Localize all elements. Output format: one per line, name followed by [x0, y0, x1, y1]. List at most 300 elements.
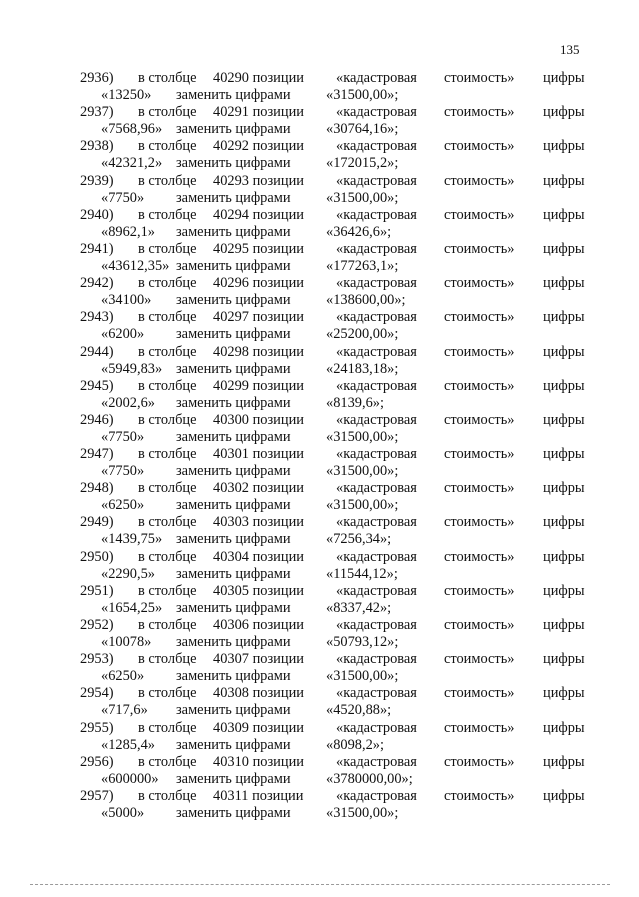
- digits-word: цифры: [543, 753, 585, 770]
- digits-word: цифры: [543, 70, 585, 86]
- entry-number: 2953): [80, 651, 114, 668]
- entry-number: 2948): [80, 480, 114, 497]
- value-word: стоимость»: [444, 104, 515, 121]
- list-item: [0, 241, 639, 275]
- entry-second-line: [0, 326, 639, 343]
- position-word: позиции: [252, 206, 304, 223]
- replace-phrase: заменить цифрами: [176, 189, 291, 206]
- digits-word: цифры: [543, 104, 585, 121]
- entry-second-line: [0, 395, 639, 412]
- value-word: стоимость»: [444, 70, 515, 86]
- column-word: в столбце: [138, 172, 197, 189]
- entry-first-line: [0, 720, 639, 737]
- column-number: 40297: [213, 309, 249, 326]
- entry-first-line: [0, 788, 639, 805]
- cadastral-word: «кадастровая: [336, 582, 417, 599]
- value-word: стоимость»: [444, 753, 515, 770]
- position-word: позиции: [252, 309, 304, 326]
- column-word: в столбце: [138, 617, 197, 633]
- list-item: [0, 378, 639, 412]
- column-number-and-position: [213, 583, 304, 600]
- entry-first-line: [0, 617, 639, 634]
- value-word: стоимость»: [444, 787, 515, 804]
- entry-number: 2957): [80, 787, 114, 804]
- new-value: «138600,00»;: [326, 292, 406, 309]
- column-word: в столбце: [138, 514, 197, 531]
- entry-number: 2941): [80, 240, 114, 257]
- column-number-and-position: [213, 685, 304, 702]
- digits-word: цифры: [543, 480, 585, 497]
- replace-phrase: заменить цифрами: [176, 326, 291, 343]
- list-item: [0, 138, 639, 172]
- column-word: в столбце: [138, 719, 197, 736]
- replace-phrase: заменить цифрами: [176, 531, 291, 548]
- cadastral-word: «кадастровая: [336, 446, 417, 463]
- column-number: 40304: [213, 548, 249, 565]
- column-word: в столбце: [138, 753, 197, 770]
- cadastral-word: «кадастровая: [336, 651, 417, 668]
- list-item: [0, 207, 639, 241]
- replace-phrase: заменить цифрами: [176, 804, 291, 821]
- list-item: [0, 549, 639, 583]
- old-value: «5949,83»: [101, 360, 163, 377]
- entry-second-line: [0, 292, 639, 309]
- list-item: [0, 104, 639, 138]
- cadastral-word: «кадастровая: [336, 787, 417, 804]
- replace-phrase: заменить цифрами: [176, 634, 291, 650]
- replace-phrase: заменить цифрами: [176, 668, 291, 685]
- old-value: «2002,6»: [101, 394, 155, 411]
- old-value: «8962,1»: [101, 223, 155, 240]
- cadastral-word: «кадастровая: [336, 753, 417, 770]
- entry-number: 2938): [80, 138, 114, 155]
- new-value: «24183,18»;: [326, 360, 399, 377]
- value-word: стоимость»: [444, 275, 515, 292]
- column-number: 40293: [213, 172, 249, 189]
- entry-second-line: [0, 463, 639, 480]
- column-number: 40310: [213, 753, 249, 770]
- column-number-and-position: [213, 514, 304, 531]
- column-number-and-position: [213, 241, 304, 258]
- column-number: 40301: [213, 446, 249, 463]
- cadastral-word: «кадастровая: [336, 172, 417, 189]
- old-value: «2290,5»: [101, 565, 155, 582]
- replace-phrase: заменить цифрами: [176, 394, 291, 411]
- replace-phrase: заменить цифрами: [176, 257, 291, 274]
- column-number: 40308: [213, 685, 249, 702]
- old-value: «6200»: [101, 326, 145, 343]
- value-word: стоимость»: [444, 309, 515, 326]
- position-word: позиции: [252, 514, 304, 531]
- entry-first-line: [0, 309, 639, 326]
- column-number: 40300: [213, 411, 249, 428]
- column-word: в столбце: [138, 104, 197, 121]
- entry-first-line: [0, 241, 639, 258]
- column-number-and-position: [213, 104, 304, 121]
- column-number-and-position: [213, 446, 304, 463]
- column-number: 40291: [213, 104, 249, 121]
- column-number: 40294: [213, 206, 249, 223]
- position-word: позиции: [252, 651, 304, 668]
- entry-number: 2955): [80, 719, 114, 736]
- entry-second-line: [0, 737, 639, 754]
- entry-second-line: [0, 702, 639, 719]
- entry-number: 2949): [80, 514, 114, 531]
- digits-word: цифры: [543, 514, 585, 531]
- entry-second-line: [0, 361, 639, 378]
- column-word: в столбце: [138, 651, 197, 668]
- new-value: «177263,1»;: [326, 257, 399, 274]
- column-word: в столбце: [138, 787, 197, 804]
- entry-first-line: [0, 378, 639, 395]
- entry-first-line: [0, 685, 639, 702]
- list-item: [0, 309, 639, 343]
- new-value: «8098,2»;: [326, 736, 384, 753]
- entry-number: 2943): [80, 309, 114, 326]
- replace-phrase: заменить цифрами: [176, 121, 291, 138]
- entry-first-line: [0, 70, 639, 87]
- position-word: позиции: [252, 377, 304, 394]
- cadastral-word: «кадастровая: [336, 206, 417, 223]
- old-value: «6250»: [101, 668, 145, 685]
- value-word: стоимость»: [444, 514, 515, 531]
- position-word: позиции: [252, 172, 304, 189]
- entry-number: 2947): [80, 446, 114, 463]
- position-word: позиции: [252, 446, 304, 463]
- cadastral-word: «кадастровая: [336, 685, 417, 702]
- column-word: в столбце: [138, 480, 197, 497]
- cadastral-word: «кадастровая: [336, 104, 417, 121]
- replace-phrase: заменить цифрами: [176, 463, 291, 480]
- column-number-and-position: [213, 617, 304, 634]
- position-word: позиции: [252, 343, 304, 360]
- new-value: «25200,00»;: [326, 326, 399, 343]
- old-value: «7750»: [101, 189, 145, 206]
- column-number: 40296: [213, 275, 249, 292]
- position-word: позиции: [252, 411, 304, 428]
- entry-number: 2939): [80, 172, 114, 189]
- digits-word: цифры: [543, 787, 585, 804]
- entry-number: 2956): [80, 753, 114, 770]
- replace-phrase: заменить цифрами: [176, 565, 291, 582]
- entry-second-line: [0, 224, 639, 241]
- cadastral-word: «кадастровая: [336, 275, 417, 292]
- old-value: «7568,96»: [101, 121, 163, 138]
- list-item: [0, 446, 639, 480]
- entry-number: 2942): [80, 275, 114, 292]
- value-word: стоимость»: [444, 240, 515, 257]
- entry-second-line: [0, 600, 639, 617]
- cadastral-word: «кадастровая: [336, 377, 417, 394]
- entry-second-line: [0, 121, 639, 138]
- column-word: в столбце: [138, 446, 197, 463]
- column-number: 40303: [213, 514, 249, 531]
- position-word: позиции: [252, 719, 304, 736]
- list-item: [0, 70, 639, 104]
- list-item: [0, 583, 639, 617]
- column-number-and-position: [213, 70, 304, 87]
- old-value: «1439,75»: [101, 531, 163, 548]
- column-number: 40299: [213, 377, 249, 394]
- column-number: 40307: [213, 651, 249, 668]
- value-word: стоимость»: [444, 617, 515, 633]
- list-item: [0, 754, 639, 788]
- column-word: в столбце: [138, 240, 197, 257]
- column-number-and-position: [213, 480, 304, 497]
- entry-first-line: [0, 207, 639, 224]
- list-item: [0, 344, 639, 378]
- new-value: «172015,2»;: [326, 155, 399, 172]
- list-item: [0, 617, 639, 651]
- value-word: стоимость»: [444, 343, 515, 360]
- replace-phrase: заменить цифрами: [176, 292, 291, 309]
- column-number-and-position: [213, 378, 304, 395]
- old-value: «1285,4»: [101, 736, 155, 753]
- cadastral-word: «кадастровая: [336, 617, 417, 633]
- new-value: «36426,6»;: [326, 223, 392, 240]
- new-value: «31500,00»;: [326, 189, 399, 206]
- entry-number: 2945): [80, 377, 114, 394]
- column-number-and-position: [213, 651, 304, 668]
- replace-phrase: заменить цифрами: [176, 736, 291, 753]
- entry-number: 2940): [80, 206, 114, 223]
- cadastral-word: «кадастровая: [336, 411, 417, 428]
- column-word: в столбце: [138, 138, 197, 155]
- entry-first-line: [0, 514, 639, 531]
- digits-word: цифры: [543, 240, 585, 257]
- entry-first-line: [0, 480, 639, 497]
- digits-word: цифры: [543, 651, 585, 668]
- position-word: позиции: [252, 753, 304, 770]
- position-word: позиции: [252, 480, 304, 497]
- entry-first-line: [0, 549, 639, 566]
- position-word: позиции: [252, 275, 304, 292]
- replace-phrase: заменить цифрами: [176, 497, 291, 514]
- position-word: позиции: [252, 70, 304, 86]
- value-word: стоимость»: [444, 582, 515, 599]
- new-value: «7256,34»;: [326, 531, 392, 548]
- cadastral-word: «кадастровая: [336, 309, 417, 326]
- digits-word: цифры: [543, 617, 585, 633]
- column-word: в столбце: [138, 377, 197, 394]
- old-value: «34100»: [101, 292, 152, 309]
- entry-first-line: [0, 344, 639, 361]
- entry-first-line: [0, 173, 639, 190]
- digits-word: цифры: [543, 685, 585, 702]
- position-word: позиции: [252, 787, 304, 804]
- entry-number: 2950): [80, 548, 114, 565]
- replace-phrase: заменить цифрами: [176, 770, 291, 787]
- entry-first-line: [0, 583, 639, 600]
- column-number: 40295: [213, 240, 249, 257]
- column-number-and-position: [213, 788, 303, 805]
- old-value: «600000»: [101, 770, 159, 787]
- cadastral-word: «кадастровая: [336, 343, 417, 360]
- entry-first-line: [0, 446, 639, 463]
- entry-second-line: [0, 566, 639, 583]
- position-word: позиции: [252, 138, 304, 155]
- column-number: 40305: [213, 582, 249, 599]
- old-value: «5000»: [101, 804, 145, 821]
- new-value: «31500,00»;: [326, 463, 399, 480]
- column-word: в столбце: [138, 582, 197, 599]
- column-number: 40298: [213, 343, 249, 360]
- new-value: «11544,12»;: [326, 565, 398, 582]
- old-value: «43612,35»: [101, 257, 170, 274]
- digits-word: цифры: [543, 548, 585, 565]
- cadastral-word: «кадастровая: [336, 719, 417, 736]
- old-value: «13250»: [101, 87, 152, 103]
- column-word: в столбце: [138, 548, 197, 565]
- column-number-and-position: [213, 754, 304, 771]
- column-word: в столбце: [138, 206, 197, 223]
- replace-phrase: заменить цифрами: [176, 360, 291, 377]
- old-value: «7750»: [101, 463, 145, 480]
- entry-second-line: [0, 634, 639, 651]
- entry-number: 2952): [80, 617, 114, 633]
- entry-second-line: [0, 531, 639, 548]
- digits-word: цифры: [543, 343, 585, 360]
- position-word: позиции: [252, 548, 304, 565]
- position-word: позиции: [252, 240, 304, 257]
- new-value: «4520,88»;: [326, 702, 392, 719]
- replace-phrase: заменить цифрами: [176, 155, 291, 172]
- column-number-and-position: [213, 549, 304, 566]
- entry-number: 2944): [80, 343, 114, 360]
- old-value: «42321,2»: [101, 155, 163, 172]
- new-value: «31500,00»;: [326, 87, 399, 103]
- list-item: [0, 720, 639, 754]
- position-word: позиции: [252, 685, 304, 702]
- value-word: стоимость»: [444, 206, 515, 223]
- digits-word: цифры: [543, 206, 585, 223]
- old-value: «1654,25»: [101, 599, 163, 616]
- new-value: «50793,12»;: [326, 634, 399, 650]
- amendment-list: [0, 70, 639, 822]
- cadastral-word: «кадастровая: [336, 240, 417, 257]
- column-word: в столбце: [138, 70, 197, 86]
- entry-second-line: [0, 258, 639, 275]
- entry-second-line: [0, 429, 639, 446]
- value-word: стоимость»: [444, 411, 515, 428]
- new-value: «8139,6»;: [326, 394, 384, 411]
- entry-first-line: [0, 104, 639, 121]
- entry-number: 2936): [80, 70, 114, 86]
- column-number: 40302: [213, 480, 249, 497]
- old-value: «6250»: [101, 497, 145, 514]
- value-word: стоимость»: [444, 685, 515, 702]
- column-number-and-position: [213, 173, 304, 190]
- list-item: [0, 412, 639, 446]
- list-item: [0, 685, 639, 719]
- column-word: в столбце: [138, 685, 197, 702]
- replace-phrase: заменить цифрами: [176, 599, 291, 616]
- entry-second-line: [0, 155, 639, 172]
- entry-second-line: [0, 771, 639, 788]
- replace-phrase: заменить цифрами: [176, 223, 291, 240]
- column-number-and-position: [213, 275, 304, 292]
- entry-first-line: [0, 754, 639, 771]
- entry-second-line: [0, 87, 639, 104]
- new-value: «31500,00»;: [326, 668, 399, 685]
- entry-number: 2954): [80, 685, 114, 702]
- column-number: 40306: [213, 617, 249, 633]
- new-value: «8337,42»;: [326, 599, 392, 616]
- new-value: «30764,16»;: [326, 121, 399, 138]
- list-item: [0, 275, 639, 309]
- column-number: 40311: [213, 787, 249, 804]
- cadastral-word: «кадастровая: [336, 514, 417, 531]
- replace-phrase: заменить цифрами: [176, 428, 291, 445]
- list-item: [0, 480, 639, 514]
- column-word: в столбце: [138, 411, 197, 428]
- entry-first-line: [0, 412, 639, 429]
- column-number: 40292: [213, 138, 249, 155]
- entry-second-line: [0, 805, 639, 822]
- cadastral-word: «кадастровая: [336, 480, 417, 497]
- value-word: стоимость»: [444, 446, 515, 463]
- position-word: позиции: [252, 617, 304, 633]
- digits-word: цифры: [543, 138, 585, 155]
- column-number: 40309: [213, 719, 249, 736]
- value-word: стоимость»: [444, 719, 515, 736]
- digits-word: цифры: [543, 309, 585, 326]
- list-item: [0, 173, 639, 207]
- cadastral-word: «кадастровая: [336, 138, 417, 155]
- column-word: в столбце: [138, 309, 197, 326]
- old-value: «717,6»: [101, 702, 148, 719]
- new-value: «3780000,00»;: [326, 770, 413, 787]
- replace-phrase: заменить цифрами: [176, 87, 291, 103]
- column-word: в столбце: [138, 275, 197, 292]
- new-value: «31500,00»;: [326, 497, 399, 514]
- entry-first-line: [0, 275, 639, 292]
- value-word: стоимость»: [444, 480, 515, 497]
- cadastral-word: «кадастровая: [336, 548, 417, 565]
- value-word: стоимость»: [444, 138, 515, 155]
- entry-number: 2951): [80, 582, 114, 599]
- column-number-and-position: [213, 207, 304, 224]
- column-number-and-position: [213, 309, 304, 326]
- replace-phrase: заменить цифрами: [176, 702, 291, 719]
- entry-number: 2946): [80, 411, 114, 428]
- value-word: стоимость»: [444, 651, 515, 668]
- value-word: стоимость»: [444, 548, 515, 565]
- column-number-and-position: [213, 720, 304, 737]
- column-number-and-position: [213, 138, 304, 155]
- column-number-and-position: [213, 344, 304, 361]
- list-item: [0, 651, 639, 685]
- footer-divider: [30, 884, 610, 885]
- entry-second-line: [0, 668, 639, 685]
- digits-word: цифры: [543, 446, 585, 463]
- cadastral-word: «кадастровая: [336, 70, 417, 86]
- digits-word: цифры: [543, 411, 585, 428]
- list-item: [0, 788, 639, 822]
- digits-word: цифры: [543, 172, 585, 189]
- position-word: позиции: [252, 104, 304, 121]
- digits-word: цифры: [543, 377, 585, 394]
- digits-word: цифры: [543, 719, 585, 736]
- value-word: стоимость»: [444, 377, 515, 394]
- old-value: «10078»: [101, 634, 152, 650]
- column-number-and-position: [213, 412, 304, 429]
- entry-first-line: [0, 651, 639, 668]
- entry-second-line: [0, 190, 639, 207]
- value-word: стоимость»: [444, 172, 515, 189]
- column-number: 40290: [213, 70, 249, 86]
- new-value: «31500,00»;: [326, 428, 399, 445]
